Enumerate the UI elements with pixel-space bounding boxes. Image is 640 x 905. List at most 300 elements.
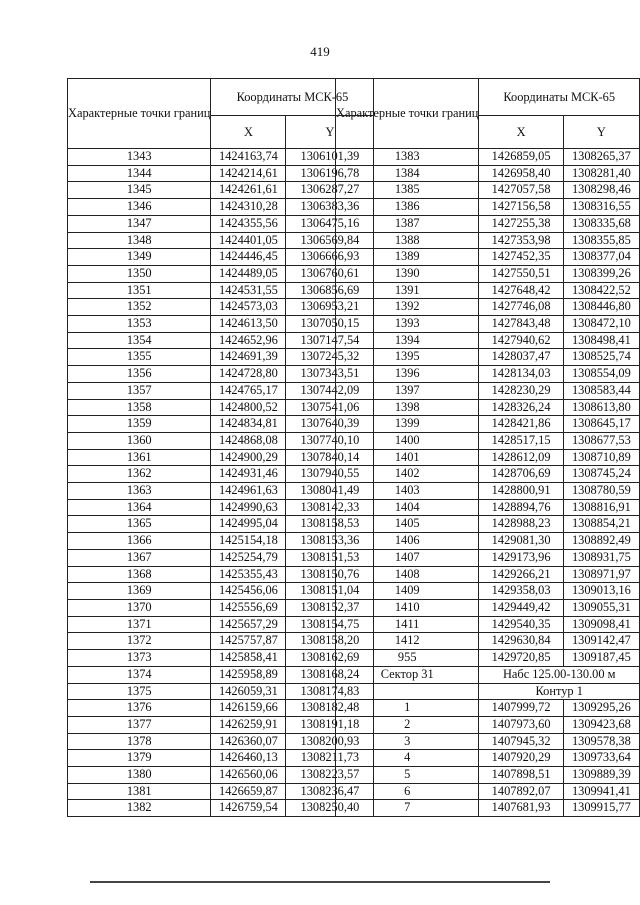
point-number: 1351 xyxy=(68,282,211,299)
coord-x: 1428612,09 xyxy=(479,449,563,466)
coord-y: 1306569,84 xyxy=(286,232,374,249)
table-row xyxy=(336,499,640,516)
point-number: 1370 xyxy=(68,599,211,616)
coord-x: 1424728,80 xyxy=(211,366,286,383)
coord-y: 1308422,52 xyxy=(563,282,639,299)
point-number: 1377 xyxy=(68,716,211,733)
coord-y: 1308525,74 xyxy=(563,349,639,366)
point-number: 1406 xyxy=(336,533,479,550)
table-row xyxy=(336,299,640,316)
table-row xyxy=(336,616,640,633)
table-row xyxy=(336,416,640,433)
point-number: 1352 xyxy=(68,299,211,316)
bottom-rule xyxy=(90,881,550,883)
point-number: 1392 xyxy=(336,299,479,316)
table-row xyxy=(336,549,640,566)
coord-x: 1424489,05 xyxy=(211,265,286,282)
point-number: 1361 xyxy=(68,449,211,466)
coord-x: 1424990,63 xyxy=(211,499,286,516)
coord-x: 1428517,15 xyxy=(479,432,563,449)
point-number: 1367 xyxy=(68,549,211,566)
point-number: 1381 xyxy=(68,783,211,800)
coord-y: 1308355,85 xyxy=(563,232,639,249)
point-number: 1359 xyxy=(68,416,211,433)
header-y: Y xyxy=(286,116,374,149)
coord-y: 1308250,40 xyxy=(286,800,374,817)
point-number: 1409 xyxy=(336,583,479,600)
coord-x: 1427452,35 xyxy=(479,249,563,266)
coord-y: 1308152,37 xyxy=(286,599,374,616)
coord-x: 1428134,03 xyxy=(479,366,563,383)
point-number: 1382 xyxy=(68,800,211,817)
table-row xyxy=(68,165,374,182)
table-row xyxy=(68,382,374,399)
coord-y: 1309098,41 xyxy=(563,616,639,633)
page-number: 419 xyxy=(310,44,330,59)
coord-x: 1427057,58 xyxy=(479,182,563,199)
coord-y: 1308158,53 xyxy=(286,516,374,533)
table-row xyxy=(68,533,374,550)
coord-y: 1306666,93 xyxy=(286,249,374,266)
coord-y: 1308158,20 xyxy=(286,633,374,650)
coord-x: 1425154,18 xyxy=(211,533,286,550)
table-row xyxy=(336,599,640,616)
table-row xyxy=(336,382,640,399)
coord-y: 1308854,21 xyxy=(563,516,639,533)
coord-y: 1308446,80 xyxy=(563,299,639,316)
contour-blank-cell xyxy=(336,683,479,700)
coord-y: 1306287,27 xyxy=(286,182,374,199)
coord-y: 1308151,04 xyxy=(286,583,374,600)
table-row xyxy=(68,466,374,483)
coord-x: 1407681,93 xyxy=(479,800,563,817)
coord-y: 1309055,31 xyxy=(563,599,639,616)
table-row xyxy=(68,583,374,600)
table-row xyxy=(336,800,640,817)
coord-y: 1308151,53 xyxy=(286,549,374,566)
coord-y: 1308745,24 xyxy=(563,466,639,483)
coord-x: 1427648,42 xyxy=(479,282,563,299)
point-number: 1360 xyxy=(68,432,211,449)
table-row xyxy=(68,199,374,216)
coord-x: 1424834,81 xyxy=(211,416,286,433)
coord-x: 1427353,98 xyxy=(479,232,563,249)
coord-y: 1307050,15 xyxy=(286,316,374,333)
coord-x: 1425858,41 xyxy=(211,650,286,667)
header-coordinates: Координаты МСК-65 xyxy=(479,79,640,116)
coord-x: 1426659,87 xyxy=(211,783,286,800)
table-row xyxy=(336,566,640,583)
header-points: Характерные точки границ xyxy=(68,79,211,149)
contour-row xyxy=(336,683,640,700)
coord-y: 1306953,21 xyxy=(286,299,374,316)
point-number: 1357 xyxy=(68,382,211,399)
table-row xyxy=(68,700,374,717)
point-number: 1402 xyxy=(336,466,479,483)
coord-x: 1424310,28 xyxy=(211,199,286,216)
point-number: 1353 xyxy=(68,316,211,333)
table-row xyxy=(68,716,374,733)
coord-x: 1424261,61 xyxy=(211,182,286,199)
coord-y: 1308335,68 xyxy=(563,215,639,232)
coord-x: 1424355,56 xyxy=(211,215,286,232)
table-row xyxy=(336,449,640,466)
coord-x: 1407920,29 xyxy=(479,750,563,767)
point-number: 1391 xyxy=(336,282,479,299)
point-number: 1368 xyxy=(68,566,211,583)
sector-row xyxy=(336,666,640,683)
coord-x: 1427255,38 xyxy=(479,215,563,232)
point-number: 1356 xyxy=(68,366,211,383)
coord-x: 1424765,17 xyxy=(211,382,286,399)
coord-y: 1308265,37 xyxy=(563,149,639,166)
coord-y: 1308223,57 xyxy=(286,767,374,784)
coord-x: 1425254,79 xyxy=(211,549,286,566)
coord-x: 1426958,40 xyxy=(479,165,563,182)
coord-y: 1309142,47 xyxy=(563,633,639,650)
sector-description: Набс 125.00-130.00 м xyxy=(479,666,640,683)
table-row xyxy=(336,432,640,449)
coord-y: 1309187,45 xyxy=(563,650,639,667)
point-number: 1347 xyxy=(68,215,211,232)
coord-y: 1308816,91 xyxy=(563,499,639,516)
coord-x: 1428706,69 xyxy=(479,466,563,483)
table-row xyxy=(336,783,640,800)
table-row xyxy=(68,249,374,266)
point-number: 1355 xyxy=(68,349,211,366)
point-number: 1410 xyxy=(336,599,479,616)
point-number: 1343 xyxy=(68,149,211,166)
coord-x: 1426460,13 xyxy=(211,750,286,767)
table-row xyxy=(68,483,374,500)
coord-x: 1429358,03 xyxy=(479,583,563,600)
point-number: 1358 xyxy=(68,399,211,416)
point-number: 1394 xyxy=(336,332,479,349)
coord-x: 1424961,63 xyxy=(211,483,286,500)
table-row xyxy=(336,249,640,266)
point-number: 1403 xyxy=(336,483,479,500)
coord-x: 1424800,52 xyxy=(211,399,286,416)
table-row xyxy=(68,800,374,817)
table-row xyxy=(68,549,374,566)
coord-y: 1309423,68 xyxy=(563,716,639,733)
coord-x: 1427940,62 xyxy=(479,332,563,349)
table-row xyxy=(68,733,374,750)
table-row xyxy=(336,516,640,533)
table-row xyxy=(336,650,640,667)
header-x: X xyxy=(479,116,563,149)
table-row xyxy=(336,366,640,383)
coord-y: 1306856,69 xyxy=(286,282,374,299)
table-row xyxy=(68,432,374,449)
point-number: 1364 xyxy=(68,499,211,516)
coord-y: 1307640,39 xyxy=(286,416,374,433)
coord-y: 1308168,24 xyxy=(286,666,374,683)
coord-y: 1308182,48 xyxy=(286,700,374,717)
coord-x: 1427156,58 xyxy=(479,199,563,216)
coord-x: 1407945,32 xyxy=(479,733,563,750)
point-number: 1362 xyxy=(68,466,211,483)
table-row xyxy=(68,750,374,767)
table-row xyxy=(68,282,374,299)
coord-x: 1426059,31 xyxy=(211,683,286,700)
table-row xyxy=(68,650,374,667)
point-number: 1390 xyxy=(336,265,479,282)
coord-y: 1307840,14 xyxy=(286,449,374,466)
table-row xyxy=(336,466,640,483)
coord-x: 1429540,35 xyxy=(479,616,563,633)
table-row xyxy=(68,566,374,583)
point-number: 1384 xyxy=(336,165,479,182)
coord-y: 1308399,26 xyxy=(563,265,639,282)
point-number: 955 xyxy=(336,650,479,667)
coord-x: 1429266,21 xyxy=(479,566,563,583)
coord-y: 1307147,54 xyxy=(286,332,374,349)
table-row xyxy=(68,399,374,416)
table-row xyxy=(68,416,374,433)
coord-y: 1308931,75 xyxy=(563,549,639,566)
table-row xyxy=(336,583,640,600)
header-y: Y xyxy=(563,116,639,149)
point-number: 7 xyxy=(336,800,479,817)
table-row xyxy=(336,399,640,416)
coord-x: 1407892,07 xyxy=(479,783,563,800)
coord-x: 1426560,06 xyxy=(211,767,286,784)
point-number: 1385 xyxy=(336,182,479,199)
coord-x: 1425657,29 xyxy=(211,616,286,633)
coord-x: 1428037,47 xyxy=(479,349,563,366)
coord-y: 1308236,47 xyxy=(286,783,374,800)
table-row xyxy=(336,716,640,733)
point-number: 1366 xyxy=(68,533,211,550)
coord-y: 1308041,49 xyxy=(286,483,374,500)
table-row xyxy=(336,316,640,333)
table-row xyxy=(68,499,374,516)
table-row xyxy=(336,149,640,166)
coord-x: 1425556,69 xyxy=(211,599,286,616)
table-row xyxy=(336,750,640,767)
coord-y: 1308645,17 xyxy=(563,416,639,433)
coord-y: 1308554,09 xyxy=(563,366,639,383)
coord-x: 1427843,48 xyxy=(479,316,563,333)
coord-y: 1309941,41 xyxy=(563,783,639,800)
point-number: 1349 xyxy=(68,249,211,266)
header-x: X xyxy=(211,116,286,149)
coord-y: 1306760,61 xyxy=(286,265,374,282)
coord-y: 1308153,36 xyxy=(286,533,374,550)
contour-label: Контур 1 xyxy=(479,683,640,700)
table-row xyxy=(68,349,374,366)
coord-x: 1424691,39 xyxy=(211,349,286,366)
point-number: 1398 xyxy=(336,399,479,416)
coord-y: 1307940,55 xyxy=(286,466,374,483)
coord-x: 1429081,30 xyxy=(479,533,563,550)
coord-x: 1426759,54 xyxy=(211,800,286,817)
point-number: 1 xyxy=(336,700,479,717)
table-row xyxy=(336,349,640,366)
point-number: 1365 xyxy=(68,516,211,533)
coord-x: 1407973,60 xyxy=(479,716,563,733)
coord-y: 1309915,77 xyxy=(563,800,639,817)
coord-y: 1306383,36 xyxy=(286,199,374,216)
coord-x: 1425757,87 xyxy=(211,633,286,650)
point-number: 1386 xyxy=(336,199,479,216)
point-number: 1344 xyxy=(68,165,211,182)
table-row xyxy=(68,666,374,683)
coord-y: 1308892,49 xyxy=(563,533,639,550)
table-row xyxy=(336,199,640,216)
point-number: 1346 xyxy=(68,199,211,216)
coord-y: 1309889,39 xyxy=(563,767,639,784)
table-row xyxy=(336,282,640,299)
point-number: 1354 xyxy=(68,332,211,349)
coord-y: 1308298,46 xyxy=(563,182,639,199)
coord-x: 1428988,23 xyxy=(479,516,563,533)
coord-y: 1308200,93 xyxy=(286,733,374,750)
header-points: Характерные точки границ xyxy=(336,79,479,149)
coord-y: 1308191,18 xyxy=(286,716,374,733)
point-number: 1401 xyxy=(336,449,479,466)
coord-x: 1424931,46 xyxy=(211,466,286,483)
coord-x: 1427746,08 xyxy=(479,299,563,316)
coord-y: 1308613,80 xyxy=(563,399,639,416)
coordinates-table-left xyxy=(67,78,374,817)
coord-y: 1309733,64 xyxy=(563,750,639,767)
point-number: 1408 xyxy=(336,566,479,583)
point-number: 1412 xyxy=(336,633,479,650)
point-number: 1373 xyxy=(68,650,211,667)
coord-y: 1308150,76 xyxy=(286,566,374,583)
coord-y: 1308281,40 xyxy=(563,165,639,182)
table-row xyxy=(68,599,374,616)
point-number: 2 xyxy=(336,716,479,733)
point-number: 1372 xyxy=(68,633,211,650)
table-row xyxy=(336,733,640,750)
table-row xyxy=(336,633,640,650)
coord-y: 1307442,09 xyxy=(286,382,374,399)
point-number: 5 xyxy=(336,767,479,784)
point-number: 1383 xyxy=(336,149,479,166)
table-row xyxy=(68,767,374,784)
coord-y: 1308710,89 xyxy=(563,449,639,466)
table-row xyxy=(68,299,374,316)
table-row xyxy=(336,165,640,182)
sector-label: Сектор 31 xyxy=(336,666,479,683)
table-row xyxy=(336,232,640,249)
coord-x: 1424531,55 xyxy=(211,282,286,299)
coord-x: 1426360,07 xyxy=(211,733,286,750)
point-number: 1378 xyxy=(68,733,211,750)
coord-y: 1309013,16 xyxy=(563,583,639,600)
table-row xyxy=(336,215,640,232)
table-row xyxy=(336,700,640,717)
coord-x: 1429173,96 xyxy=(479,549,563,566)
coord-x: 1424613,50 xyxy=(211,316,286,333)
point-number: 1376 xyxy=(68,700,211,717)
coord-y: 1308142,33 xyxy=(286,499,374,516)
coord-y: 1308971,97 xyxy=(563,566,639,583)
point-number: 1374 xyxy=(68,666,211,683)
coordinates-table-right xyxy=(335,78,640,817)
table-row xyxy=(336,182,640,199)
coord-x: 1426159,66 xyxy=(211,700,286,717)
table-row xyxy=(68,215,374,232)
point-number: 1379 xyxy=(68,750,211,767)
coord-y: 1306101,39 xyxy=(286,149,374,166)
coord-x: 1428894,76 xyxy=(479,499,563,516)
table-row xyxy=(68,616,374,633)
point-number: 1348 xyxy=(68,232,211,249)
point-number: 1389 xyxy=(336,249,479,266)
point-number: 1380 xyxy=(68,767,211,784)
table-row xyxy=(68,149,374,166)
coord-x: 1428230,29 xyxy=(479,382,563,399)
coord-y: 1306196,78 xyxy=(286,165,374,182)
coord-x: 1426859,05 xyxy=(479,149,563,166)
coord-x: 1425355,43 xyxy=(211,566,286,583)
coord-x: 1429630,84 xyxy=(479,633,563,650)
coord-y: 1307541,06 xyxy=(286,399,374,416)
point-number: 1400 xyxy=(336,432,479,449)
coord-x: 1426259,91 xyxy=(211,716,286,733)
coord-x: 1427550,51 xyxy=(479,265,563,282)
table-row xyxy=(336,265,640,282)
table-row xyxy=(68,316,374,333)
coord-x: 1424214,61 xyxy=(211,165,286,182)
coord-y: 1308377,04 xyxy=(563,249,639,266)
coord-y: 1306475,16 xyxy=(286,215,374,232)
coord-x: 1424573,03 xyxy=(211,299,286,316)
coord-y: 1308498,41 xyxy=(563,332,639,349)
coord-y: 1308677,53 xyxy=(563,432,639,449)
point-number: 1404 xyxy=(336,499,479,516)
coord-x: 1407999,72 xyxy=(479,700,563,717)
table-row xyxy=(336,533,640,550)
coord-y: 1308583,44 xyxy=(563,382,639,399)
coord-x: 1424900,29 xyxy=(211,449,286,466)
point-number: 4 xyxy=(336,750,479,767)
point-number: 1345 xyxy=(68,182,211,199)
table-row xyxy=(336,767,640,784)
table-row xyxy=(68,633,374,650)
coord-y: 1308316,55 xyxy=(563,199,639,216)
point-number: 1395 xyxy=(336,349,479,366)
coord-x: 1428326,24 xyxy=(479,399,563,416)
point-number: 1411 xyxy=(336,616,479,633)
point-number: 1375 xyxy=(68,683,211,700)
coord-y: 1307245,32 xyxy=(286,349,374,366)
point-number: 1363 xyxy=(68,483,211,500)
coord-y: 1308472,10 xyxy=(563,316,639,333)
coord-x: 1429449,42 xyxy=(479,599,563,616)
table-row xyxy=(336,483,640,500)
table-row xyxy=(68,449,374,466)
table-row xyxy=(68,366,374,383)
point-number: 1407 xyxy=(336,549,479,566)
coord-x: 1425958,89 xyxy=(211,666,286,683)
point-number: 1405 xyxy=(336,516,479,533)
point-number: 1393 xyxy=(336,316,479,333)
coord-x: 1424401,05 xyxy=(211,232,286,249)
point-number: 3 xyxy=(336,733,479,750)
table-row xyxy=(68,783,374,800)
table-row xyxy=(68,182,374,199)
coord-y: 1308154,75 xyxy=(286,616,374,633)
coord-x: 1407898,51 xyxy=(479,767,563,784)
coord-y: 1308211,73 xyxy=(286,750,374,767)
table-row xyxy=(336,332,640,349)
coord-x: 1428421,86 xyxy=(479,416,563,433)
